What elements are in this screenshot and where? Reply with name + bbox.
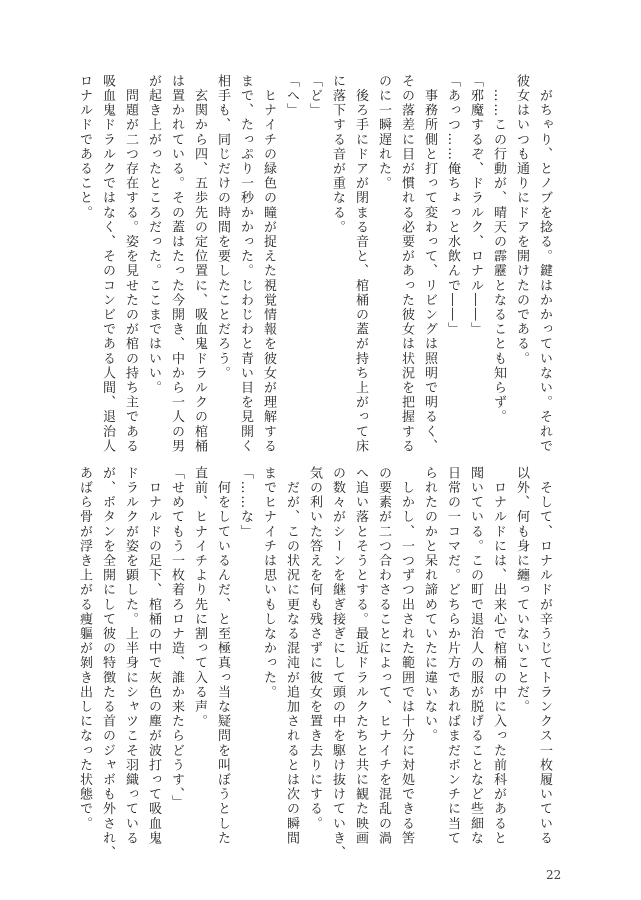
text-line: 聞いている。この町で退治人の服が脱げることなど些細な <box>468 466 483 846</box>
text-line: が起き上がったところだった。ここまではいい。 <box>146 74 161 396</box>
text-line: のに一瞬遅れた。 <box>376 74 391 191</box>
text-line: 「せめてもう一枚着ろロナ造、誰か来たらどうす、」 <box>169 466 184 810</box>
text-line: ロナルドであること。 <box>77 74 92 220</box>
text-line: 「ど」 <box>307 74 322 118</box>
text-line: がちゃり、とノブを捻る。鍵はかかっていない。それで <box>537 74 552 454</box>
text-line: 「邪魔するぞ、ドラルク、ロナル――」 <box>468 74 483 337</box>
page-number: 22 <box>546 868 562 882</box>
text-line: ロナルドの足下、棺桶の中で灰色の塵が波打って吸血鬼 <box>146 466 161 846</box>
text-line: ……この行動が、晴天の霹靂となることも知らず。 <box>491 74 506 425</box>
text-line: が、ボタンを全開にして彼の特徴たる首のジャボも外され、 <box>100 466 115 861</box>
text-line: ドラルクが姿を顕した。上半身にシャツこそ羽織っている <box>123 466 138 846</box>
text-line: の数々がシーンを継ぎ接ぎにして頭の中を駆け抜けていき、 <box>330 466 345 861</box>
text-line: 何をしているんだ、と至極真っ当な疑問を叫ぼうとした <box>215 466 230 846</box>
text-line: は置かれている。その蓋はたった今開き、中から一人の男 <box>169 74 184 454</box>
text-line: へ追い落とそうとする。最近ドラルクたちと共に観た映画 <box>353 466 368 846</box>
text-line: 「あっつ……俺ちょっと水飲んで――」 <box>445 74 460 337</box>
text-line: そして、ロナルドが辛うじてトランクス一枚履いている <box>537 466 552 846</box>
text-line: までヒナイチは思いもしなかった。 <box>261 466 276 700</box>
text-line: られたのかと呆れ諦めていたに違いない。 <box>422 466 437 744</box>
text-line: 後ろ手にドアが閉まる音と、棺桶の蓋が持ち上がって床 <box>353 74 368 454</box>
text-line: しかし、一つずつ出された範囲では十分に対処できる筈 <box>399 466 414 846</box>
text-line: 事務所側と打って変わって、リビングは照明で明るく、 <box>422 74 437 454</box>
text-line: ヒナイチの緑色の瞳が捉えた視覚情報を彼女が理解する <box>261 74 276 454</box>
text-line: 吸血鬼ドラルクではなく、そのコンビである人間、退治人 <box>100 74 115 454</box>
text-line: その落差に目が慣れる必要があった彼女は状況を把握する <box>399 74 414 454</box>
text-line: 「へ」 <box>284 74 299 118</box>
text-line: の要素が二つ合わさることによって、ヒナイチを混乱の渦 <box>376 466 391 846</box>
text-line: に落下する音が重なる。 <box>330 74 345 235</box>
text-line: 直前、ヒナイチより先に割って入る声。 <box>192 466 207 729</box>
text-line: 相手も、同じだけの時間を要したことだろう。 <box>215 74 230 381</box>
text-line: ロナルドには、出来心で棺桶の中に入った前科があると <box>491 466 506 846</box>
text-line: 日常の一コマだ。どちらか片方であればまだポンチに当て <box>445 466 460 846</box>
text-line: だが、この状況に更なる混沌が追加されるとは次の瞬間 <box>284 466 299 846</box>
text-line: 問題が二つ存在する。姿を見せたのが棺の持ち主である <box>123 74 138 454</box>
text-line: まで、たっぷり一秒かかった。じわじわと青い目を見開く <box>238 74 253 454</box>
text-line: あばら骨が浮き上がる痩軀が剝き出しになった状態で。 <box>77 466 92 831</box>
text-line: 彼女はいつも通りにドアを開けたのである。 <box>514 74 529 366</box>
text-line: 気の利いた答えを何も残さずに彼女を置き去りにする。 <box>307 466 322 831</box>
text-line: 「……な」 <box>238 466 253 539</box>
text-line: 以外、何も身に纏っていないことだ。 <box>514 466 529 715</box>
text-block-bottom <box>77 466 556 861</box>
text-line: 玄関から四、五歩先の定位置に、吸血鬼ドラルクの棺桶 <box>192 74 207 454</box>
text-block-top <box>77 74 556 454</box>
